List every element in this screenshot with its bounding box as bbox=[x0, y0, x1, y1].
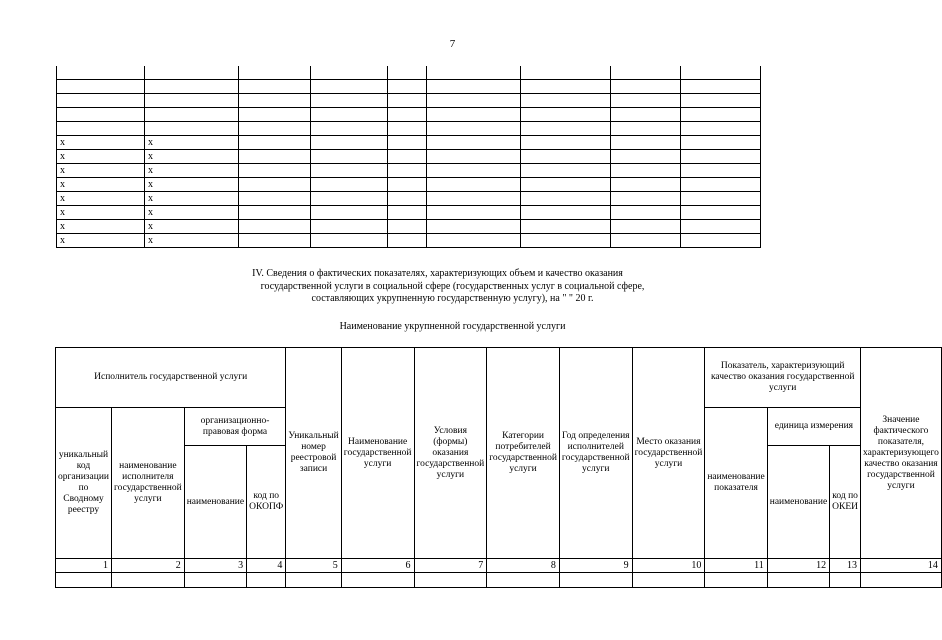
top-table-cell bbox=[611, 94, 681, 108]
empty-cell bbox=[286, 573, 341, 588]
top-table-row bbox=[57, 94, 761, 108]
top-table-cell bbox=[57, 66, 145, 80]
top-table-cell: x bbox=[57, 164, 145, 178]
top-table-cell bbox=[521, 80, 611, 94]
top-table-cell bbox=[681, 108, 761, 122]
top-table-cell bbox=[239, 80, 311, 94]
top-table-cell bbox=[388, 66, 427, 80]
top-table-cell bbox=[611, 108, 681, 122]
main-table bbox=[55, 347, 942, 588]
top-table-cell bbox=[239, 150, 311, 164]
top-table-cell bbox=[681, 206, 761, 220]
section-heading-line: составляющих укрупненную государственную услугу), на " " 20 г. bbox=[311, 293, 594, 304]
top-table-row bbox=[57, 178, 761, 192]
empty-data-row bbox=[56, 573, 942, 588]
top-table-cell bbox=[681, 178, 761, 192]
header-okopf: код по ОКОПФ bbox=[247, 446, 286, 559]
top-table-cell bbox=[388, 122, 427, 136]
top-table-cell bbox=[611, 150, 681, 164]
top-table-cell bbox=[145, 122, 239, 136]
top-table-cell bbox=[427, 178, 521, 192]
top-table-cell bbox=[611, 234, 681, 248]
empty-cell bbox=[341, 573, 414, 588]
top-table-cell bbox=[521, 66, 611, 80]
header-actual-value: Значение фактического показателя, характеризующего качество оказания государственной услуги bbox=[861, 348, 942, 559]
top-table-cell bbox=[427, 164, 521, 178]
top-table-cell bbox=[239, 94, 311, 108]
column-number: 4 bbox=[247, 559, 286, 573]
empty-cell bbox=[414, 573, 487, 588]
top-table-cell bbox=[311, 122, 388, 136]
header-okei: код по ОКЕИ bbox=[830, 446, 861, 559]
top-table-cell bbox=[611, 178, 681, 192]
top-table-cell bbox=[311, 136, 388, 150]
empty-cell bbox=[56, 573, 112, 588]
empty-cell bbox=[112, 573, 185, 588]
top-table-cell bbox=[388, 164, 427, 178]
column-number: 12 bbox=[767, 559, 829, 573]
header-executor-name: наименование исполнителя государственной услуги bbox=[112, 408, 185, 559]
top-table-cell: x bbox=[57, 206, 145, 220]
top-table-cell bbox=[239, 206, 311, 220]
header-service-name: Наименование государственной услуги bbox=[341, 348, 414, 559]
top-table-cell bbox=[311, 178, 388, 192]
empty-cell bbox=[861, 573, 942, 588]
top-table-cell bbox=[239, 108, 311, 122]
column-number: 10 bbox=[632, 559, 705, 573]
column-number: 3 bbox=[184, 559, 246, 573]
top-table-row bbox=[57, 108, 761, 122]
column-number: 6 bbox=[341, 559, 414, 573]
top-table-cell bbox=[388, 80, 427, 94]
top-table-cell: x bbox=[57, 178, 145, 192]
section-heading-line: государственной услуги в социальной сфере (государственных услуг в социальной сфере, bbox=[260, 280, 645, 292]
top-table-cell bbox=[681, 164, 761, 178]
page-number: 7 bbox=[449, 38, 456, 50]
top-table-cell bbox=[681, 150, 761, 164]
top-table-cell bbox=[239, 122, 311, 136]
empty-cell bbox=[705, 573, 767, 588]
column-number: 9 bbox=[559, 559, 632, 573]
header-unique-code: уникальный код организации по Сводному реестру bbox=[56, 408, 112, 559]
top-table-cell bbox=[521, 206, 611, 220]
top-table-cell bbox=[681, 192, 761, 206]
header-org-form-name: наименование bbox=[184, 446, 246, 559]
top-table-cell: x bbox=[145, 206, 239, 220]
top-table-cell bbox=[311, 192, 388, 206]
top-table-row bbox=[57, 220, 761, 234]
top-table-cell: x bbox=[57, 136, 145, 150]
top-table-cell bbox=[388, 206, 427, 220]
column-number: 7 bbox=[414, 559, 487, 573]
top-table-cell bbox=[681, 234, 761, 248]
top-table-cell bbox=[427, 122, 521, 136]
top-table-cell bbox=[427, 220, 521, 234]
header-unit: единица измерения bbox=[767, 408, 860, 446]
top-table-cell bbox=[521, 164, 611, 178]
header-executor: Исполнитель государственной услуги bbox=[56, 348, 286, 408]
top-table-cell bbox=[427, 94, 521, 108]
top-table-cell bbox=[57, 108, 145, 122]
top-table-cell bbox=[311, 164, 388, 178]
top-table-cell bbox=[388, 150, 427, 164]
top-table-row bbox=[57, 136, 761, 150]
top-table-cell bbox=[427, 234, 521, 248]
top-table-cell bbox=[311, 234, 388, 248]
top-table-cell bbox=[239, 66, 311, 80]
top-table-cell: x bbox=[57, 192, 145, 206]
header-year: Год определения исполнителей государственной услуги bbox=[559, 348, 632, 559]
empty-cell bbox=[767, 573, 829, 588]
top-table-cell bbox=[145, 94, 239, 108]
empty-cell bbox=[632, 573, 705, 588]
top-table-cell bbox=[611, 80, 681, 94]
empty-cell bbox=[184, 573, 246, 588]
column-number: 2 bbox=[112, 559, 185, 573]
top-table-cell: x bbox=[57, 150, 145, 164]
top-table-cell bbox=[681, 220, 761, 234]
top-table-cell bbox=[388, 220, 427, 234]
top-table-cell bbox=[521, 122, 611, 136]
section-heading-line: IV. Сведения о фактических показателях, характеризующих объем и качество оказания bbox=[252, 268, 623, 279]
top-table-cell bbox=[611, 192, 681, 206]
top-table bbox=[56, 66, 761, 248]
top-table-cell bbox=[311, 150, 388, 164]
top-table-cell bbox=[311, 108, 388, 122]
top-table-cell bbox=[521, 192, 611, 206]
header-registry-number: Уникальный номер реестровой записи bbox=[286, 348, 341, 559]
empty-cell bbox=[487, 573, 560, 588]
top-table-row bbox=[57, 234, 761, 248]
top-table-cell: x bbox=[145, 178, 239, 192]
top-table-cell bbox=[311, 206, 388, 220]
top-table-cell: x bbox=[57, 234, 145, 248]
top-table-cell bbox=[681, 80, 761, 94]
top-table-cell bbox=[521, 136, 611, 150]
header-unit-name: наименование bbox=[767, 446, 829, 559]
top-table-cell bbox=[239, 136, 311, 150]
top-table-cell bbox=[427, 80, 521, 94]
top-table-cell bbox=[427, 192, 521, 206]
top-table-cell bbox=[427, 150, 521, 164]
top-table-cell bbox=[427, 206, 521, 220]
top-table-cell bbox=[145, 108, 239, 122]
top-table-cell bbox=[681, 66, 761, 80]
top-table-cell bbox=[239, 178, 311, 192]
top-table-cell bbox=[388, 136, 427, 150]
top-table-cell bbox=[239, 234, 311, 248]
top-table-cell bbox=[611, 164, 681, 178]
header-conditions: Условия (формы) оказания государственной услуги bbox=[414, 348, 487, 559]
top-table-cell bbox=[521, 94, 611, 108]
column-number: 8 bbox=[487, 559, 560, 573]
top-table-cell bbox=[611, 66, 681, 80]
top-table-cell bbox=[311, 94, 388, 108]
top-table-row bbox=[57, 192, 761, 206]
top-table-cell bbox=[388, 94, 427, 108]
empty-cell bbox=[559, 573, 632, 588]
header-indicator: Показатель, характеризующий качество оказания государственной услуги bbox=[705, 348, 861, 408]
top-table-cell: x bbox=[145, 220, 239, 234]
top-table-row bbox=[57, 150, 761, 164]
top-table-cell bbox=[57, 80, 145, 94]
column-number: 14 bbox=[861, 559, 942, 573]
top-table-row bbox=[57, 122, 761, 136]
top-table-row bbox=[57, 206, 761, 220]
top-table-cell bbox=[239, 164, 311, 178]
top-table-cell bbox=[521, 220, 611, 234]
top-table-cell bbox=[611, 220, 681, 234]
top-table-cell bbox=[239, 192, 311, 206]
column-number: 13 bbox=[830, 559, 861, 573]
top-table-cell bbox=[611, 206, 681, 220]
top-table-cell: x bbox=[145, 164, 239, 178]
top-table-cell: x bbox=[145, 150, 239, 164]
top-table-cell bbox=[521, 178, 611, 192]
column-number: 5 bbox=[286, 559, 341, 573]
top-table-row bbox=[57, 66, 761, 80]
top-table-cell bbox=[311, 80, 388, 94]
top-table-cell bbox=[311, 66, 388, 80]
top-table-cell: x bbox=[145, 234, 239, 248]
empty-cell bbox=[830, 573, 861, 588]
header-org-form: организационно-правовая форма bbox=[184, 408, 286, 446]
top-table-cell: x bbox=[57, 220, 145, 234]
top-table-cell bbox=[388, 108, 427, 122]
top-table-cell bbox=[145, 80, 239, 94]
top-table-cell bbox=[521, 234, 611, 248]
top-table-cell bbox=[521, 150, 611, 164]
empty-cell bbox=[247, 573, 286, 588]
top-table-cell: x bbox=[145, 136, 239, 150]
top-table-cell bbox=[681, 136, 761, 150]
top-table-cell bbox=[388, 234, 427, 248]
section-heading bbox=[0, 268, 905, 306]
top-table-cell bbox=[57, 94, 145, 108]
column-number: 1 bbox=[56, 559, 112, 573]
top-table-cell bbox=[57, 122, 145, 136]
top-table-cell bbox=[521, 108, 611, 122]
top-table-cell bbox=[681, 122, 761, 136]
column-number-row bbox=[56, 559, 942, 573]
top-table-row bbox=[57, 80, 761, 94]
top-table-cell bbox=[681, 94, 761, 108]
top-table-cell bbox=[427, 136, 521, 150]
service-name-label: Наименование укрупненной государственной услуги bbox=[339, 321, 566, 332]
top-table-cell bbox=[427, 66, 521, 80]
top-table-cell: x bbox=[145, 192, 239, 206]
header-indicator-name: наименование показателя bbox=[705, 408, 767, 559]
top-table-cell bbox=[239, 220, 311, 234]
column-number: 11 bbox=[705, 559, 767, 573]
top-table-cell bbox=[611, 136, 681, 150]
top-table-cell bbox=[388, 192, 427, 206]
header-place: Место оказания государственной услуги bbox=[632, 348, 705, 559]
top-table-cell bbox=[388, 178, 427, 192]
header-consumers: Категории потребителей государственной услуги bbox=[487, 348, 560, 559]
top-table-cell bbox=[145, 66, 239, 80]
top-table-cell bbox=[427, 108, 521, 122]
top-table-cell bbox=[611, 122, 681, 136]
top-table-row bbox=[57, 164, 761, 178]
top-table-cell bbox=[311, 220, 388, 234]
